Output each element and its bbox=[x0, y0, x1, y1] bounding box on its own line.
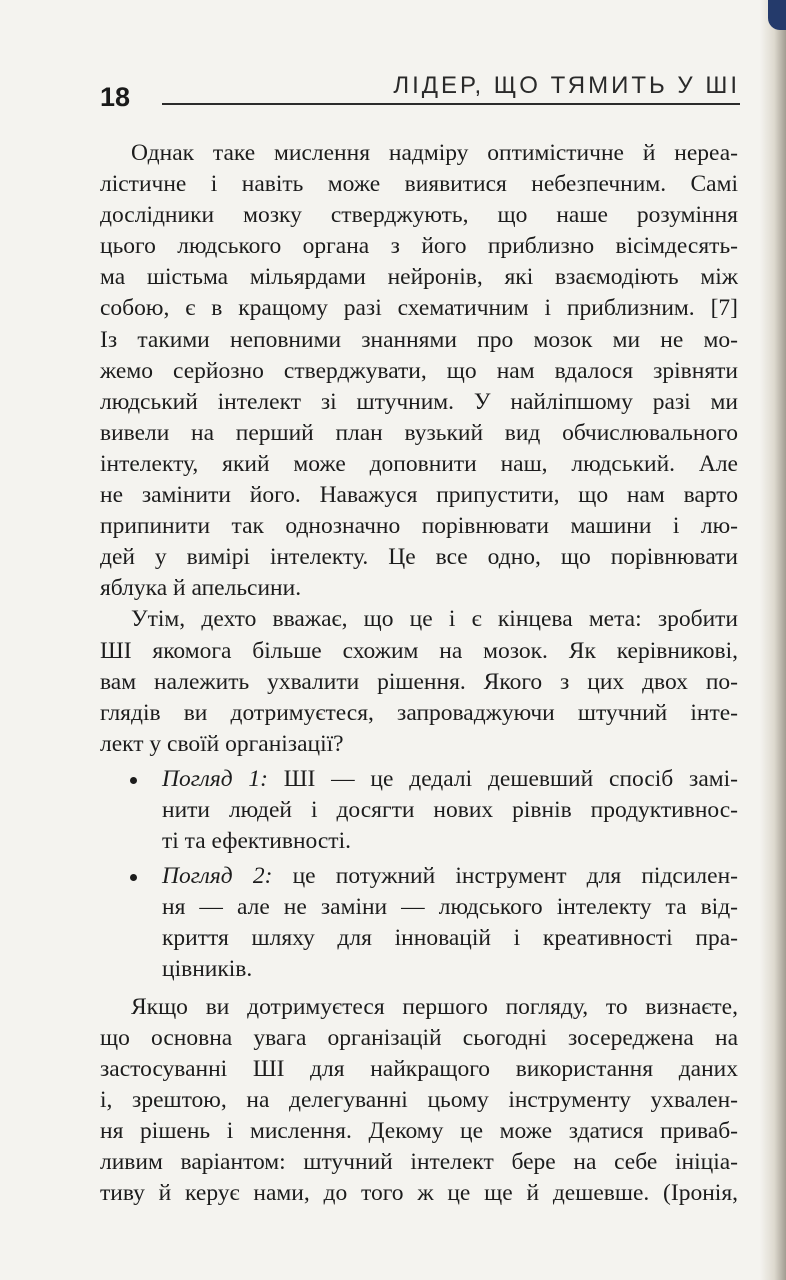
text-line: людський інтелект зі штучним. У найліпшому разі ми bbox=[100, 388, 738, 415]
paragraph-1 bbox=[100, 138, 738, 604]
body-text bbox=[100, 138, 738, 1209]
text-line: вивели на перший план вузький вид обчислювального bbox=[100, 419, 738, 446]
paragraph-3 bbox=[100, 992, 738, 1210]
header-rule bbox=[162, 103, 740, 105]
bullet-first-line bbox=[100, 861, 738, 892]
bullet-item-view-1 bbox=[100, 764, 738, 857]
text-line: ма шістьма мільярдами нейронів, які взаємодіють між bbox=[100, 264, 738, 291]
page-number: 18 bbox=[100, 82, 131, 112]
text-line: Однак таке мислення надміру оптимістичне й нереа- bbox=[131, 140, 738, 166]
text-line: собою, є в кращому разі схематичним і приблизним. [7] bbox=[100, 295, 738, 322]
text-line: дослідники мозку стверджують, що наше розуміння bbox=[100, 202, 738, 229]
text-line: Утім, дехто вважає, що це і є кінцева мета: зробити bbox=[131, 606, 738, 633]
text-line: тиву й керує нами, до того ж це ще й дешевше. (Іронія, bbox=[100, 1180, 738, 1207]
bullet-icon bbox=[130, 777, 137, 784]
page-gutter-shadow bbox=[760, 0, 786, 1280]
text-line: інтелекту, який може доповнити наш, людський. Але bbox=[100, 450, 738, 477]
text-line: криття шляху для інновацій і креативності пра- bbox=[162, 925, 738, 952]
text-line: жемо серйозно стверджувати, що нам вдалося зрівняти bbox=[100, 357, 738, 384]
text-line: нити людей і досягти нових рівнів продуктивнос- bbox=[162, 796, 738, 823]
bullet-item-view-2 bbox=[100, 861, 738, 985]
text-line: Якщо ви дотримуєтеся першого погляду, то визнаєте, bbox=[131, 993, 738, 1020]
text-line: ня — але не заміни — людського інтелекту та від- bbox=[162, 894, 738, 921]
text-line: застосуванні ШІ для найкращого використання даних bbox=[100, 1055, 738, 1082]
text-line: вам належить ухвалити рішення. Якого з цих двох по- bbox=[100, 668, 738, 695]
bullet-label: Погляд 2: bbox=[162, 863, 273, 890]
text-line: глядів ви дотримуєтеся, запроваджуючи штучний інте- bbox=[100, 699, 738, 726]
text-line: цівників. bbox=[162, 956, 253, 983]
text-line: ливим варіантом: штучний інтелект бере на себе ініціа- bbox=[100, 1149, 738, 1175]
text-line: лістичне і навіть може виявитися небезпечним. Самі bbox=[100, 171, 738, 198]
book-cover-edge bbox=[768, 0, 786, 30]
text-line: ті та ефективності. bbox=[162, 828, 351, 855]
bullet-text: ШІ — це дедалі дешевший спосіб замі- bbox=[268, 765, 738, 792]
bullet-first-line bbox=[100, 764, 738, 795]
text-line: що основна увага організацій сьогодні зосереджена на bbox=[100, 1024, 738, 1051]
bullet-label: Погляд 1: bbox=[162, 765, 269, 792]
text-line: припинити так однозначно порівнювати машини і лю- bbox=[100, 513, 738, 540]
bullet-text: це потужний інструмент для підсилен- bbox=[272, 863, 738, 890]
paragraph-2 bbox=[100, 604, 738, 759]
text-line: Із такими неповними знаннями про мозок ми не мо- bbox=[100, 326, 738, 353]
text-line: не замінити його. Наважуся припустити, що нам варто bbox=[100, 482, 738, 509]
text-line: ШІ якомога більше схожим на мозок. Як керівникові, bbox=[100, 637, 738, 664]
text-line: яблука й апельсини. bbox=[100, 575, 302, 602]
text-line: дей у вимірі інтелекту. Це все одно, що порівнювати bbox=[100, 544, 738, 571]
text-line: лект у своїй організації? bbox=[100, 730, 344, 757]
text-line: і, зрештою, на делегуванні цьому інструменту ухвален- bbox=[100, 1086, 738, 1113]
text-line: цього людського органа з його приблизно вісімдесять- bbox=[100, 233, 738, 260]
text-line: ня рішень і мислення. Декому це може здатися приваб- bbox=[100, 1117, 738, 1144]
running-head: ЛІДЕР, ЩО ТЯМИТЬ У ШІ bbox=[393, 72, 740, 99]
page-header bbox=[100, 66, 740, 116]
